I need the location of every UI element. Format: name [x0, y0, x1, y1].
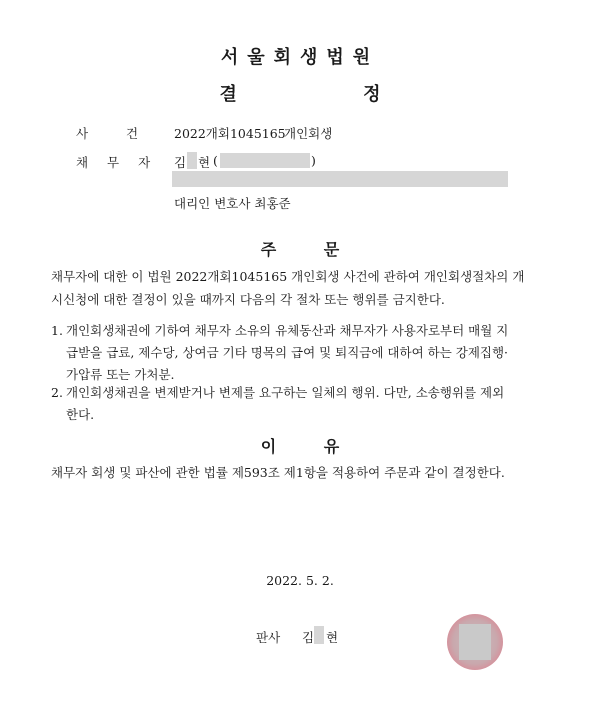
decision-date: 2022. 5. 2.	[266, 573, 334, 588]
order-intro-line: 시신청에 대한 결정이 있을 때까지 다음의 각 절차 또는 행위를 금지한다.	[51, 292, 445, 307]
order-item	[51, 320, 551, 390]
case-number: 2022개회1045165	[174, 126, 286, 141]
document-title: 결 정	[219, 84, 441, 105]
debtor-label: 채 무 자	[76, 155, 151, 170]
debtor-name-last: 현	[198, 155, 211, 170]
redaction-box	[220, 153, 310, 168]
order-item-line: 급받을 급료, 제수당, 상여금 기타 명목의 급여 및 퇴직금에 대하여 하는 강제집행·	[66, 345, 509, 360]
case-type: 개인회생	[284, 126, 333, 141]
order-intro	[51, 265, 551, 311]
debtor-name-first: 김	[174, 155, 187, 170]
judge-label: 판사	[256, 630, 281, 645]
reason-heading: 이 유	[260, 437, 340, 456]
order-item-line: 가압류 또는 가처분.	[66, 367, 175, 382]
case-label: 사 건	[76, 126, 139, 141]
order-heading: 주 문	[260, 240, 340, 259]
court-name: 서울회생법원	[220, 47, 380, 68]
order-item-text	[66, 320, 546, 386]
redaction-box	[459, 624, 491, 660]
order-item-number: 2.	[51, 385, 63, 400]
order-item-line: 개인회생채권에 기하여 채무자 소유의 유체동산과 채무자가 사용자로부터 매월 지	[66, 323, 509, 338]
redaction-box	[187, 152, 197, 169]
redaction-box	[314, 626, 324, 644]
order-item-text	[66, 382, 546, 426]
judge-name-last: 현	[326, 630, 339, 645]
judge-name-first: 김	[302, 630, 315, 645]
order-item-line: 개인회생채권을 변제받거나 변제를 요구하는 일체의 행위. 다만, 소송행위를 제외	[66, 385, 505, 400]
order-item-line: 한다.	[66, 407, 95, 422]
id-paren-open: (	[213, 153, 218, 168]
court-seal-stamp	[447, 614, 503, 670]
order-item	[51, 382, 551, 428]
id-paren-close: )	[311, 153, 316, 168]
order-intro-line: 채무자에 대한 이 법원 2022개회1045165 개인회생 사건에 관하여 개인회생절차의 개	[51, 269, 525, 284]
redaction-box	[172, 171, 508, 187]
reason-text: 채무자 회생 및 파산에 관한 법률 제593조 제1항을 적용하여 주문과 같이 결정한다.	[51, 465, 505, 480]
order-item-number: 1.	[51, 323, 63, 338]
debtor-representative: 대리인 변호사 최홍준	[174, 196, 291, 211]
